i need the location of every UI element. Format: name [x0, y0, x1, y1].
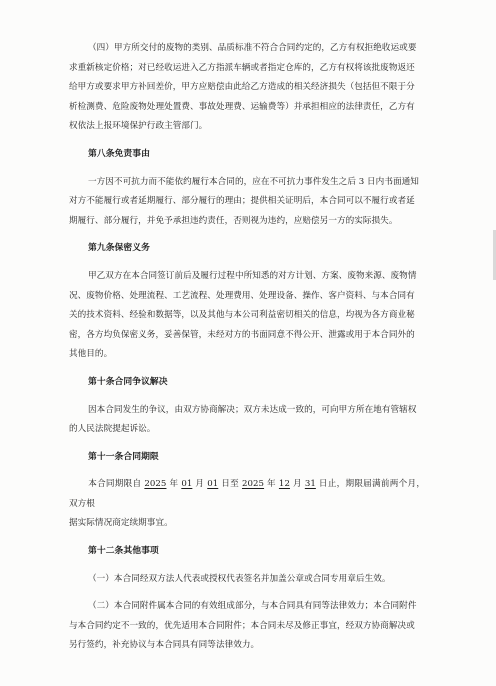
clause-7-4-line-3: 给甲方或要求甲方补回差价，甲方应赔偿由此给乙方造成的相关经济损失（包括但不限于分	[69, 82, 415, 93]
start-month: 01	[181, 479, 193, 490]
year-unit: 年	[166, 479, 182, 490]
section-12-clause-1-text: （一）本合同经双方法人代表或授权代表签名并加盖公章或合同专用章后生效。	[88, 573, 391, 584]
section-9-line-5: 其他目的。	[69, 349, 113, 360]
end-month: 12	[278, 479, 290, 490]
section-9-paragraph	[69, 267, 425, 365]
section-11-paragraph	[69, 475, 425, 534]
month-unit: 月	[192, 479, 208, 490]
section-12-clause-2	[69, 597, 425, 656]
section-12-clause-1	[69, 570, 425, 590]
section-12-clause-2-line-3: 另行签约，补充协议与本合同具有同等法律效力。	[69, 640, 260, 651]
section-10-heading: 第十条合同争议解决	[88, 376, 168, 387]
term-suffix: 日止，期限届满前两个月，双方根	[69, 479, 425, 509]
end-day: 31	[304, 479, 316, 490]
section-12-heading: 第十二条其他事项	[88, 546, 159, 557]
clause-7-4-paragraph	[69, 39, 425, 137]
section-9-line-4: 密，各方均负保密义务，妥善保管，未经对方的书面同意不得公开、泄露或用于本合同外的	[69, 329, 415, 340]
start-year: 2025	[144, 479, 167, 490]
section-12-clause-2-line-2: 与本合同约定不一致的，优先适用本合同附件；本合同未尽及修正事宜，经双方协商解决或	[69, 620, 415, 631]
end-year: 2025	[241, 479, 265, 490]
section-9-line-2: 况、废物价格、处理流程、工艺流程、处理费用、处理设备、操作、客户资料、与本合同有	[69, 290, 415, 301]
section-10-paragraph	[69, 401, 425, 440]
clause-7-4-line-2: 求重新核定价格；对已经收运进入乙方指派车辆或者指定仓库的，乙方有权将该批废物返还	[69, 62, 415, 73]
clause-7-4-line-4: 析检测费、危险废物处理处置费、事故处理费、运输费等）并承担相应的法律责任，乙方有	[69, 101, 415, 112]
section-11-heading: 第十一条合同期限	[88, 451, 159, 462]
start-day: 01	[207, 479, 219, 490]
section-10-line-2: 的人民法院提起诉讼。	[69, 424, 156, 435]
year-unit: 年	[264, 479, 279, 490]
clause-7-4-line-5: 权依法上报环境保护行政主管部门。	[69, 121, 208, 132]
section-9-line-3: 关的技术资料、经验和数据等，以及其他与本公司利益密切相关的信息，均视为各方商业秘	[69, 310, 415, 321]
month-unit: 月	[289, 479, 305, 490]
day-unit: 日至	[218, 479, 242, 490]
section-10-line-1: 因本合同发生的争议，由双方协商解决；双方未达成一致的，可向甲方所在地有管辖权	[88, 404, 417, 415]
clause-7-4-line-1: （四）甲方所交付的废物的类别、品质标准不符合合同约定的，乙方有权拒绝收运或要	[88, 43, 417, 53]
term-prefix: 本合同期限自	[88, 479, 145, 490]
section-8-line-1: 一方因不可抗力而不能依约履行本合同的，应在不可抗力事件发生之后 3 日内书面通知	[88, 176, 419, 187]
section-8-paragraph	[69, 173, 425, 232]
section-12-clause-2-line-1: （二）本合同附件属本合同的有效组成部分，与本合同具有同等法律效力；本合同附件	[88, 601, 417, 612]
section-9-line-1: 甲乙双方在本合同签订前后及履行过程中所知悉的对方计划、方案、废物来源、废物情	[88, 270, 417, 281]
document-body	[69, 39, 425, 656]
section-8-line-3: 期履行、部分履行，并免予承担违约责任，否则视为违约，应赔偿另一方的实际损失。	[69, 215, 398, 226]
section-9-heading: 第九条保密义务	[88, 243, 150, 254]
section-11-line-2: 据实际情况商定续期事宜。	[69, 518, 173, 529]
section-8-line-2: 对方不能履行或者延期履行、部分履行的理由；提供相关证明后，本合同可以不履行或者延	[69, 196, 415, 207]
section-8-heading: 第八条免责事由	[88, 148, 150, 159]
